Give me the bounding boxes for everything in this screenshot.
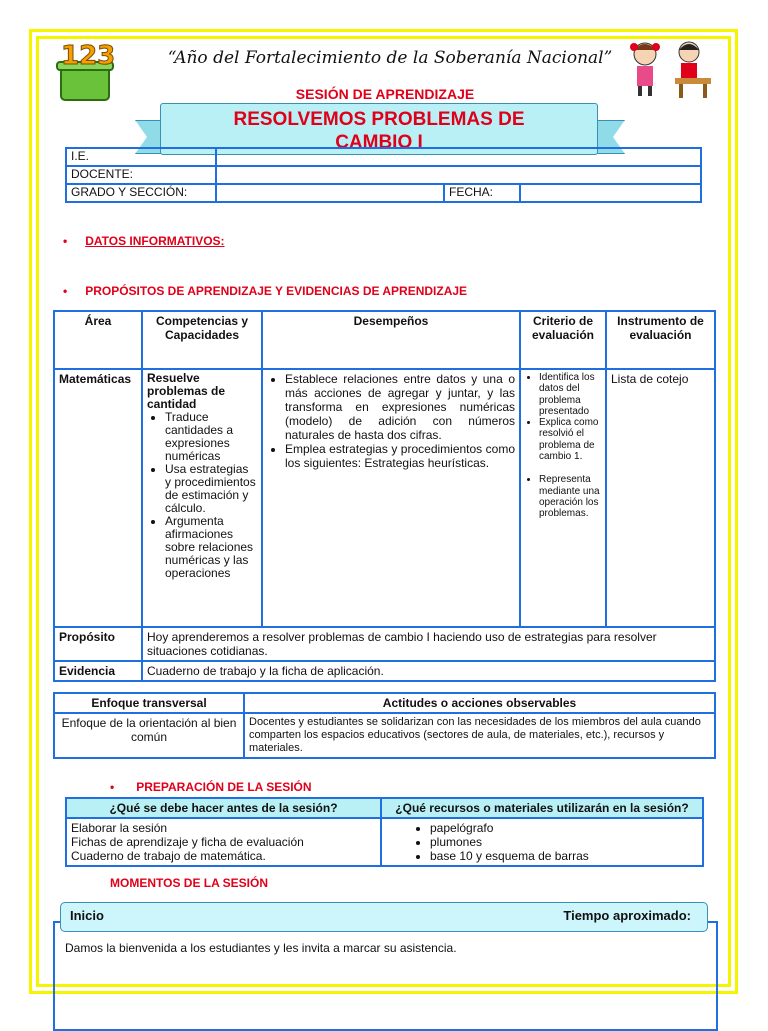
- competencia: Resuelve problemas de cantidad: [147, 371, 226, 411]
- fecha-value: [520, 184, 701, 202]
- recursos-header: ¿Qué recursos o materiales utilizarán en la sesión?: [381, 798, 703, 818]
- propositos-heading: • PROPÓSITOS DE APRENDIZAJE Y EVIDENCIAS DE APRENDIZAJE: [63, 284, 468, 298]
- logo-digits: 123: [61, 41, 116, 71]
- recursos-cell: [381, 818, 703, 866]
- antes-header: ¿Qué se debe hacer antes de la sesión?: [66, 798, 381, 818]
- capacidad-item: • Argumenta afirmaciones sobre relaciones numéricas y las operaciones: [165, 515, 257, 580]
- antes-cell: [66, 818, 381, 866]
- session-label: SESIÓN DE APRENDIZAJE: [295, 86, 475, 102]
- evidencia-text: Cuaderno de trabajo y la ficha de aplicación.: [142, 661, 715, 681]
- criterio-item: • Representa mediante una operación los problemas.: [539, 474, 601, 519]
- students-illustration: [625, 38, 715, 100]
- desempeno-item: • Emplea estrategias y procedimientos como los siguientes: Estrategias heurísticas.: [285, 442, 515, 470]
- enfoque-cell: Enfoque de la orientación al bien común: [54, 713, 244, 758]
- instrumento-cell: Lista de cotejo: [606, 369, 715, 627]
- header-competencias: Competencias y Capacidades: [142, 311, 262, 369]
- fecha-label: FECHA:: [444, 184, 520, 202]
- grado-label: GRADO Y SECCIÓN:: [66, 184, 216, 202]
- numbers-logo: [55, 38, 125, 104]
- docente-label: DOCENTE:: [66, 166, 216, 184]
- criterio-item: • Identifica los datos del problema presentado: [539, 372, 601, 417]
- enfoque-header: Enfoque transversal: [54, 693, 244, 713]
- proposito-label: Propósito: [54, 627, 142, 661]
- preparacion-heading: • PREPARACIÓN DE LA SESIÓN: [110, 780, 312, 794]
- enfoque-table: [53, 692, 716, 759]
- title-line-2: CAMBIO I: [335, 132, 423, 153]
- inicio-text: Damos la bienvenida a los estudiantes y les invita a marcar su asistencia.: [65, 941, 457, 955]
- header-instrumento: Instrumento de evaluación: [606, 311, 715, 369]
- criterio-item: • Explica como resolvió el problema de cambio 1.: [539, 417, 601, 462]
- header-desempenos: Desempeños: [262, 311, 520, 369]
- recurso-item: • papelógrafo: [430, 821, 698, 835]
- inicio-section: [53, 921, 718, 1031]
- criterios-cell: [520, 369, 606, 627]
- area-cell: Matemáticas: [54, 369, 142, 627]
- info-table: [65, 147, 702, 203]
- evidencia-label: Evidencia: [54, 661, 142, 681]
- ie-value: [216, 148, 701, 166]
- desempeno-item: • Establece relaciones entre datos y una o más acciones de agregar y juntar, y las transforma en expresiones numéricas (modelo) de adición con números naturales de hasta dos cifras.: [285, 372, 515, 442]
- datos-heading: • DATOS INFORMATIVOS:: [63, 234, 225, 248]
- docente-value: [216, 166, 701, 184]
- tiempo-label: Tiempo aproximado:: [563, 908, 691, 923]
- recurso-item: • base 10 y esquema de barras: [430, 849, 698, 863]
- title-line-1: RESOLVEMOS PROBLEMAS DE: [233, 109, 525, 130]
- actitudes-header: Actitudes o acciones observables: [244, 693, 715, 713]
- ie-label: I.E.: [66, 148, 216, 166]
- header-criterio: Criterio de evaluación: [520, 311, 606, 369]
- year-motto: “Año del Fortalecimiento de la Soberanía Nacional”: [167, 48, 613, 68]
- competencias-cell: [142, 369, 262, 627]
- proposito-text: Hoy aprenderemos a resolver problemas de cambio I haciendo uso de estrategias para resolver situaciones cotidianas.: [142, 627, 715, 661]
- capacidad-item: • Traduce cantidades a expresiones numéricas: [165, 411, 257, 463]
- antes-item: Fichas de aprendizaje y ficha de evaluación: [71, 835, 304, 849]
- inicio-header: [60, 902, 708, 932]
- desempenos-cell: [262, 369, 520, 627]
- capacidad-item: • Usa estrategias y procedimientos de estimación y cálculo.: [165, 463, 257, 515]
- actitudes-cell: Docentes y estudiantes se solidarizan con las necesidades de los miembros del aula cuando comparten los espacios educativos (sectores de aula, de materiales, etc.), recursos y materiales.: [244, 713, 715, 758]
- preparation-table: [65, 797, 704, 867]
- learning-table: [53, 310, 716, 682]
- recurso-item: • plumones: [430, 835, 698, 849]
- inicio-label: Inicio: [70, 908, 104, 923]
- antes-item: Elaborar la sesión: [71, 821, 168, 835]
- momentos-heading: MOMENTOS DE LA SESIÓN: [110, 876, 269, 890]
- grado-value: [216, 184, 444, 202]
- antes-item: Cuaderno de trabajo de matemática.: [71, 849, 266, 863]
- header-area: Área: [54, 311, 142, 369]
